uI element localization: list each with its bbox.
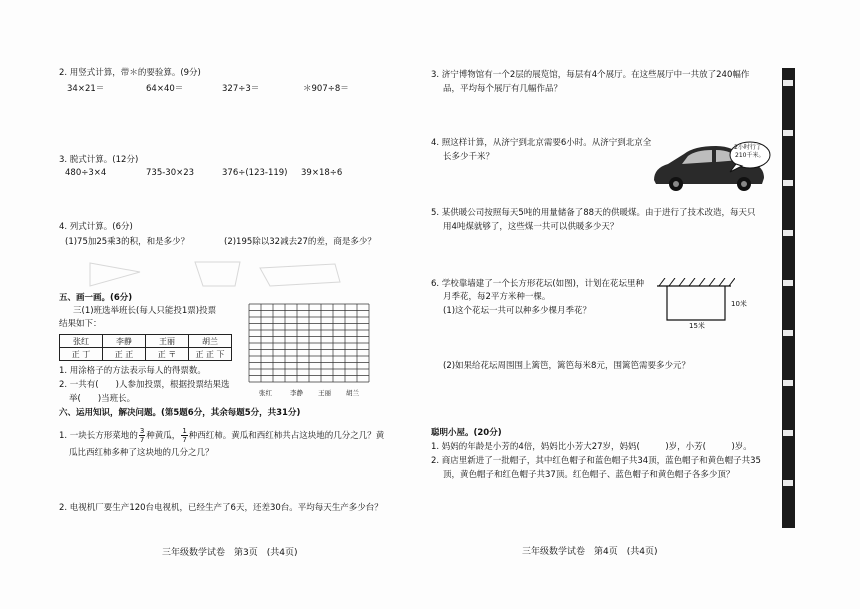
bubble-text-2: 210千米。 [735, 152, 765, 159]
sec5-q2-line2: 举( )当班长。 [69, 394, 136, 404]
q2-item-4: ＊907÷8＝ [303, 84, 349, 94]
r-q4-line1: 4. 照这样计算，从济宁到北京需要6小时。从济宁到北京全 [431, 138, 652, 148]
bonus-q1: 1. 妈妈的年龄是小芳的4倍，妈妈比小芳大27岁，妈妈( )岁，小芳( )岁。 [431, 442, 752, 452]
r-q6-line2: 月季花，每2平方米种一棵。 [443, 292, 551, 302]
fraction-denominator: 7 [139, 436, 145, 444]
q3-title: 3. 脱式计算。(12分) [59, 155, 139, 165]
fraction-numerator: 3 [139, 427, 145, 435]
q4-part-a: (1)75加25乘3的积，和是多少？ [65, 237, 190, 247]
grid-label: 张红 [259, 389, 272, 397]
sec6-title: 六、运用知识，解决问题。(第5题6分，其余每题5分，共31分) [59, 408, 301, 418]
page-footer-right: 三年级数学试卷 第4页 (共4页) [522, 547, 658, 557]
q3-item-2: 735-30×23 [146, 168, 195, 178]
r-q5-line1: 5. 某供暖公司按照每天5吨的用量储备了88天的供暖煤。由于进行了技术改造，每天只 [431, 208, 756, 218]
sec5-q1: 1. 用涂格子的方法表示每人的得票数。 [59, 366, 206, 376]
vote-table [59, 334, 232, 361]
dimension-width: 10米 [731, 300, 747, 308]
page-footer-left: 三年级数学试卷 第3页 (共4页) [162, 548, 298, 558]
q2-title: 2. 用竖式计算，带＊的要验算。(9分) [59, 68, 201, 78]
q2-item-3: 327÷3＝ [222, 84, 260, 94]
binding-mark [783, 280, 793, 286]
vote-tally: 正 〒 [146, 348, 189, 361]
grid-label: 李静 [290, 389, 303, 397]
bonus-q2-line2: 顶，黄色帽子和红色帽子共37顶。红色帽子、蓝色帽子和黄色帽子各多少顶？ [443, 470, 735, 480]
fraction-numerator: 1 [182, 427, 187, 435]
q4-part-b: (2)195除以32减去27的差，商是多少？ [224, 237, 376, 247]
r-q5-line2: 用4吨煤就够了，这些煤一共可以供暖多少天？ [443, 222, 619, 232]
binding-mark [783, 130, 793, 136]
sec5-text-1: 三(1)班选举班长(每人只能投1票)投票 [73, 306, 217, 316]
binding-mark [783, 430, 793, 436]
vote-name: 胡兰 [189, 335, 232, 348]
sec5-title: 五、画一画。(6分) [59, 293, 133, 303]
sec6-q1-post: 种西红柿。黄瓜和西红柿共占这块地的几分之几？黄 [188, 431, 385, 441]
dimension-length: 15米 [689, 322, 705, 330]
vote-name: 张红 [60, 335, 103, 348]
q4-title: 4. 列式计算。(6分) [59, 222, 133, 232]
vote-tally: 正 丁 [60, 348, 103, 361]
binding-mark [783, 80, 793, 86]
sec6-q1-pre: 1. 一块长方形菜地的 [59, 431, 138, 441]
binding-mark [783, 180, 793, 186]
sec5-text-2: 结果如下： [59, 319, 102, 329]
binding-mark [783, 330, 793, 336]
r-q3-line2: 品，平均每个展厅有几幅作品？ [443, 84, 563, 94]
sec6-q1-line1 [59, 427, 384, 444]
vote-tally: 正 正 [103, 348, 146, 361]
r-q4-line2: 长多少千米？ [443, 152, 495, 162]
grid-label: 王丽 [318, 389, 331, 397]
binding-edge-ticks [780, 80, 796, 520]
bonus-title: 聪明小屋。(20分) [431, 428, 502, 438]
sec6-q1-mid: 种黄瓜， [146, 431, 181, 441]
fraction-3-7 [139, 427, 145, 444]
sec6-q2: 2. 电视机厂要生产120台电视机，已经生产了6天，还差30台。平均每天生产多少台？ [59, 503, 383, 513]
q3-item-3: 376÷(123-119) [222, 168, 288, 178]
r-q3-line1: 3. 济宁博物馆有一个2层的展览馆，每层有4个展厅。在这些展厅中一共放了240幅作 [431, 70, 750, 80]
r-q6-line1: 6. 学校靠墙建了一个长方形花坛(如图)，计划在花坛里种 [431, 279, 644, 289]
sec6-q1-line2: 瓜比西红柿多种了这块地的几分之几？ [69, 448, 214, 458]
q2-item-2: 64×40＝ [146, 84, 184, 94]
binding-mark [783, 380, 793, 386]
vote-name: 王丽 [146, 335, 189, 348]
grid-label: 胡兰 [346, 389, 359, 397]
fraction-1-7 [181, 427, 187, 444]
vote-name: 李静 [103, 335, 146, 348]
vote-tally: 正 正 下 [189, 348, 232, 361]
q3-item-1: 480÷3×4 [65, 168, 107, 178]
bonus-q2-line1: 2. 商店里新进了一批帽子，其中红色帽子和蓝色帽子共34顶，蓝色帽子和黄色帽子共35 [431, 456, 761, 466]
binding-mark [783, 230, 793, 236]
bleed-through-shapes [85, 258, 345, 292]
bubble-text-1: 2小时行了 [734, 144, 762, 151]
vote-grid[interactable] [247, 302, 377, 386]
sec5-q2-line1: 2. 一共有( )人参加投票，根据投票结果选 [59, 380, 230, 390]
r-q6-sub1: (1)这个花坛一共可以种多少棵月季花？ [443, 306, 592, 316]
binding-mark [783, 480, 793, 486]
q2-item-1: 34×21＝ [67, 84, 105, 94]
r-q6-sub2: (2)如果给花坛周围围上篱笆，篱笆每米8元，围篱笆需要多少元？ [443, 361, 690, 371]
fraction-denominator: 7 [182, 436, 187, 444]
q3-item-4: 39×18÷6 [301, 168, 343, 178]
